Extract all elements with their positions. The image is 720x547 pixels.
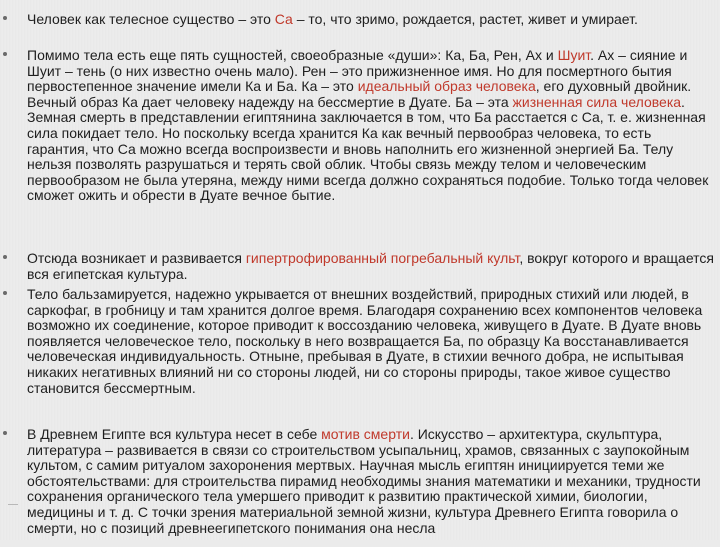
text-run: Человек как телесное существо – это [27,11,275,27]
text-run: . Искусство – архитектура, скульптура, литература – развивается в связи со строительством усыпальниц, храмов, связанных с заупокойным культом, с самим ритуалом захоронения мертвых. Научная мысль египтян инициируется теми же обстоятельствами: для строительства пирамид необходимы знания математики и механики, трудности сохранения органического тела умершего приводит к развитию практической химии, биологии, медицины и т. д. С точки зрения материальной земной жизни, культура Древнего Египта говорила о смерти, но с позиций древнеегипетского понимания она несла [27,426,701,536]
bullet-item-5 [0,427,714,547]
highlighted-term: идеальный образ человека [357,78,536,95]
highlighted-term: жизненная сила человека [512,93,682,110]
text-run: , вокруг которого и вращается вся египетская культура. [27,250,714,282]
bullet-text-1 [27,12,714,28]
bullet-text-2 [27,48,714,204]
bullet-item-2 [0,48,714,251]
text-run: , его духовный двойник. Вечный образ Ка дает человеку надежду на бессмертие в Дуате. Ба – эта [27,78,692,110]
slide-corner-mark [8,504,18,511]
bullet-dot-icon [3,291,7,295]
bullet-item-4 [0,287,714,427]
text-run: . Земная смерть в представлении египтянина заключается в том, что Ба расстается с Са, т. е. жизненная сила покидает тело. Но поскольку всегда хранится Ка как вечный первообраз человека, то есть гарантия, что Са можно всегда воспроизвести и вновь наполнить его жизненной энергией Ба. Телу нельзя позволять разрушаться и терять свой облик. Чтобы связь между телом и человеческим первообразом не была утеряна, между ними всегда должно сохраняться подобие. Только тогда человек сможет ожить и обрести в Дуате вечное бытие. [27,93,709,204]
text-run: Тело бальзамируется, надежно укрывается от внешних воздействий, природных стихий или людей, в саркофаг, в гробницу и там хранится долгое время. Благодаря сохранению всех компонентов человека возможно их соединение, которое приводит к воссозданию человека, живущего в Дуате. В Дуате вновь появляется человеческое тело, поскольку в него возвращается Ба, по образцу Ка восстанавливается человеческая индивидуальность. Отныне, пребывая в Дуате, в стихии вечного добра, не испытывая никаких негативных влияний ни со стороны людей, ни со стороны природы, такое живое существо становится бессмертным. [27,286,703,396]
text-run: Отсюда возникает и развивается [27,250,246,266]
highlighted-term: гипертрофированный погребальный культ [245,250,520,266]
bullet-dot-icon [3,16,7,20]
bullet-dot-icon [3,52,7,56]
highlighted-term: Са [274,11,293,27]
bullet-item-1 [0,12,714,48]
bullet-dot-icon [3,255,7,259]
text-run: . Ах – сияние и Шуит – тень (о них известно очень мало). Рен – это прижизненное имя. Но для посмертного бытия первостепенное значение имели Ка и Ба. Ка – это [27,47,688,95]
bullet-text-3 [27,251,714,282]
text-run: Помимо тела есть еще пять сущностей, своеобразные «души»: Ка, Ба, Рен, Ах и [27,47,558,63]
bullet-text-5 [27,427,714,536]
text-run: В Древнем Египте вся культура несет в себе [27,426,322,442]
bullet-text-4 [27,287,714,396]
bullet-item-3 [0,251,714,287]
highlighted-term: мотив смерти [321,426,410,442]
bullet-dot-icon [3,431,7,435]
bullet-list [0,12,714,547]
highlighted-term: Шуит [557,47,591,63]
text-run: – то, что зримо, рождается, растет, живет и умирает. [292,11,638,27]
